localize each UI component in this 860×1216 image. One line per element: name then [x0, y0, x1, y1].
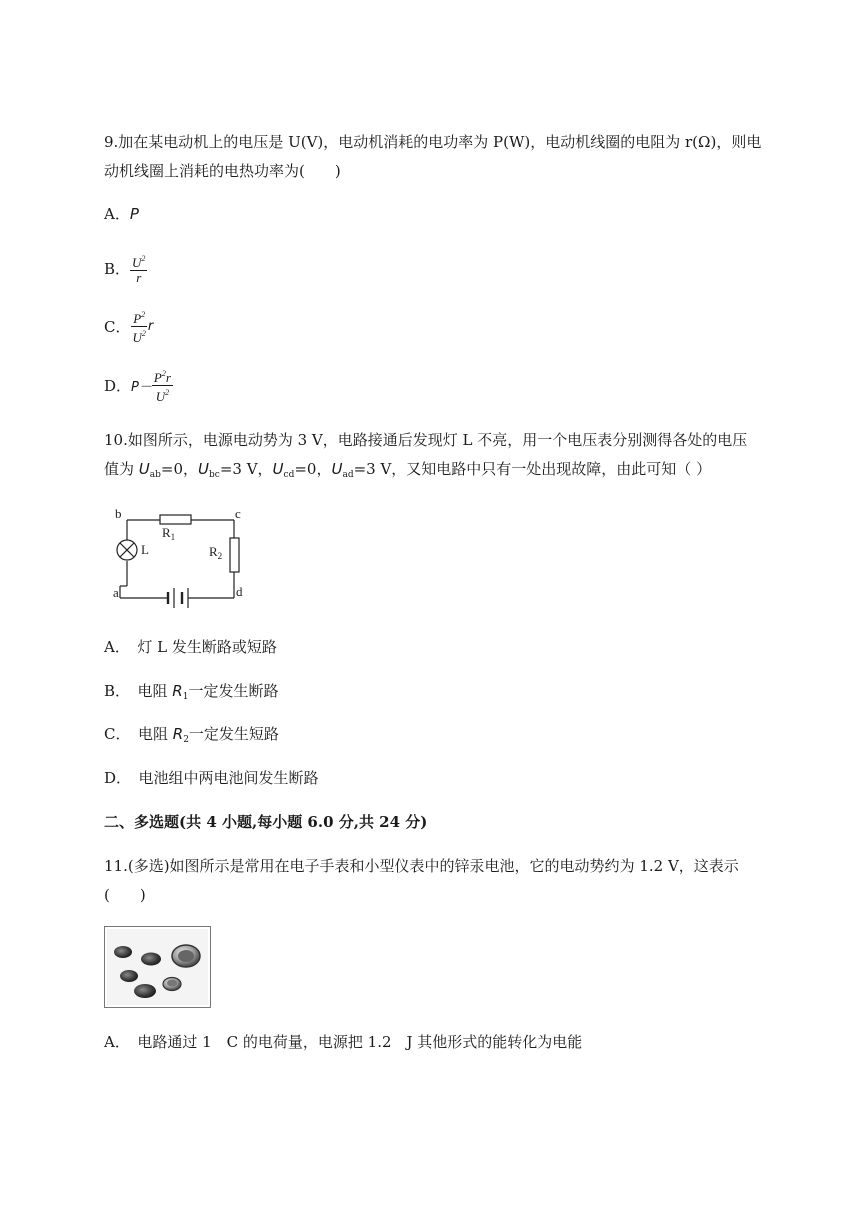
q9-option-a [104, 204, 139, 224]
fraction: $\frac{P^2r}{U^2}$ [153, 368, 171, 404]
fraction: $\frac{U^2}{r}$ [132, 253, 146, 285]
node-d-label: d [236, 584, 243, 599]
section-heading: 二、多选题(共 4 小题,每小题 6.0 分,共 24 分) [104, 813, 428, 831]
option-label: D． [104, 376, 132, 395]
resistor-r2 [230, 538, 239, 572]
option-label: C． [104, 317, 131, 336]
node-a-label: a [113, 585, 119, 600]
battery-3-top [178, 950, 194, 962]
option-label: A． [104, 205, 130, 223]
q11-option-a: A． 电路通过 1 C 的电荷量，电源把 1.2 J 其他形式的能转化为电能 [104, 1033, 583, 1051]
q9-option-d: D． P－ $\frac{P^2r}{U^2}$ [104, 368, 171, 404]
option-text: P [129, 205, 139, 223]
battery-5 [134, 984, 156, 998]
q10-stem-line2: 值为 $U_{ab}=0$，$U_{bc}=3$ V，$U_{cd}=0$，$U_{ad}=3$ V，又知电路中只有一处出现故障，由此可知（ ） [104, 460, 712, 480]
q10-option-c: C． 电阻 $R_2$一定发生短路 [104, 725, 279, 745]
q10-stem-line1: 10.如图所示，电源电动势为 3 V，电路接通后发现灯 L 不亮，用一个电压表分别测得各处的电压 [104, 431, 748, 449]
node-c-label: c [235, 506, 241, 521]
fraction: $\frac{P^2}{U^2}$ [132, 309, 146, 345]
option-label: B． [104, 259, 131, 278]
q9-option-b [104, 250, 147, 286]
battery-2 [141, 953, 161, 966]
node-b-label: b [115, 506, 122, 521]
q9-option-c: C． $\frac{P^2}{U^2}$ r [104, 309, 154, 345]
r2-label: $R_2$ [209, 544, 223, 561]
q10-option-a: A． 灯 L 发生断路或短路 [104, 638, 277, 656]
r1-label: $R_1$ [162, 525, 176, 542]
q11-stem-line1: 11.(多选)如图所示是常用在电子手表和小型仪表中的锌汞电池，它的电动势约为 1.2 V，这表示 [104, 857, 739, 875]
q10-option-b: B． 电阻 $R_1$一定发生断路 [104, 682, 279, 702]
button-battery-photo [104, 926, 211, 1008]
battery-4 [120, 970, 138, 982]
resistor-r1 [160, 515, 191, 524]
q11-stem-line2: ( ) [104, 886, 146, 904]
circuit-diagram [108, 506, 253, 608]
q9-stem-line2: 动机线圈上消耗的电热功率为( ) [104, 162, 341, 180]
q9-stem-line1: 9.加在某电动机上的电压是 U(V)，电动机消耗的电功率为 P(W)，电动机线圈的电阻为 r(Ω)，则电 [104, 133, 762, 151]
battery-1 [114, 946, 132, 958]
lamp-label: L [141, 542, 149, 557]
q10-option-d: D． 电池组中两电池间发生断路 [104, 769, 319, 787]
